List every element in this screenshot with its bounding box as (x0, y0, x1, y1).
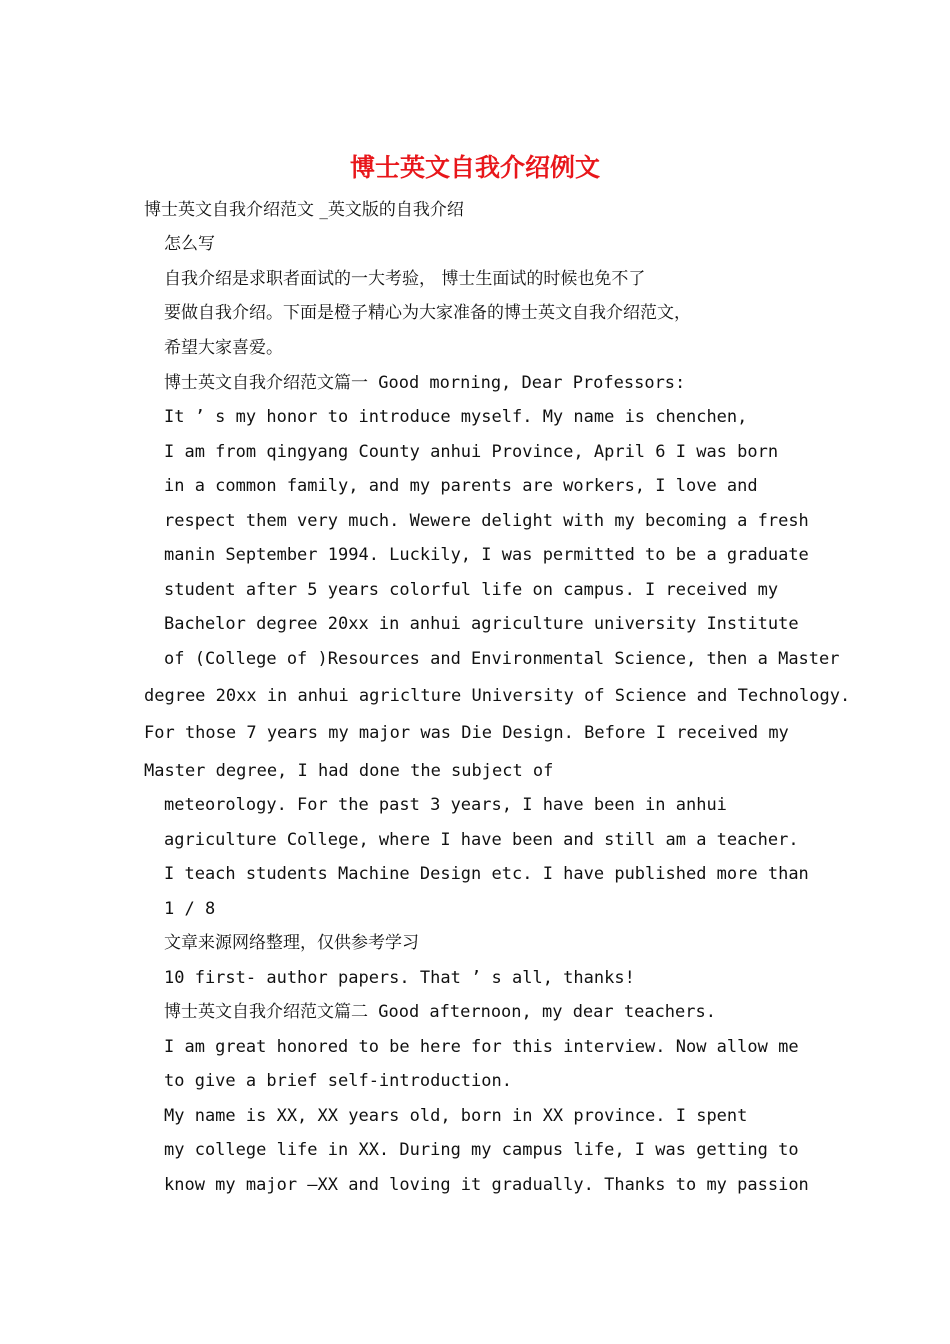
text-line: 博士英文自我介绍范文 _英文版的自我介绍 (144, 200, 464, 220)
text-line: 希望大家喜爱。 (164, 338, 283, 358)
text-line: 博士英文自我介绍范文篇二 Good afternoon, my dear teachers. (164, 1002, 716, 1022)
text-line: meteorology. For the past 3 years, I have been in anhui (164, 795, 727, 815)
text-line: respect them very much. Wewere delight with my becoming a fresh (164, 511, 809, 531)
text-line: to give a brief self-introduction. (164, 1071, 512, 1091)
text-line: in a common family, and my parents are workers, I love and (164, 476, 758, 496)
document-title: 博士英文自我介绍例文 (349, 153, 600, 182)
source-note: 文章来源网络整理，仅供参考学习 (164, 933, 419, 953)
text-line: My name is XX, XX years old, born in XX province. I spent (164, 1106, 748, 1126)
text-line: I teach students Machine Design etc. I have published more than (164, 864, 809, 884)
text-line: student after 5 years colorful life on campus. I received my (164, 580, 779, 600)
text-line: 怎么写 (164, 234, 215, 254)
text-line: I am great honored to be here for this interview. Now allow me (164, 1037, 799, 1057)
text-line: Master degree, I had done the subject of (144, 761, 554, 781)
text-line: agriculture College, where I have been and still am a teacher. (164, 830, 799, 850)
text-line: 博士英文自我介绍范文篇一 Good morning, Dear Professors: (164, 373, 686, 393)
text-line: For those 7 years my major was Die Design. Before I received my (144, 723, 789, 743)
page-number: 1 / 8 (164, 899, 216, 919)
text-line: of (College of )Resources and Environmental Science, then a Master (164, 649, 840, 669)
text-line: It ’ s my honor to introduce myself. My name is chenchen, (164, 407, 748, 427)
text-line: degree 20xx in anhui agriclture University of Science and Technology. (144, 686, 851, 706)
text-line: 10 first- author papers. That ’ s all, thanks! (164, 968, 635, 988)
text-line: I am from qingyang County anhui Province, April 6 I was born (164, 442, 779, 462)
text-line: 自我介绍是求职者面试的一大考验， 博士生面试的时候也免不了 (164, 269, 646, 289)
text-line: manin September 1994. Luckily, I was permitted to be a graduate (164, 545, 809, 565)
text-line: know my major —XX and loving it gradually. Thanks to my passion (164, 1175, 809, 1195)
text-line: my college life in XX. During my campus life, I was getting to (164, 1140, 799, 1160)
text-line: Bachelor degree 20xx in anhui agriculture university Institute (164, 614, 799, 634)
text-line: 要做自我介绍。下面是橙子精心为大家准备的博士英文自我介绍范文， (164, 303, 691, 323)
